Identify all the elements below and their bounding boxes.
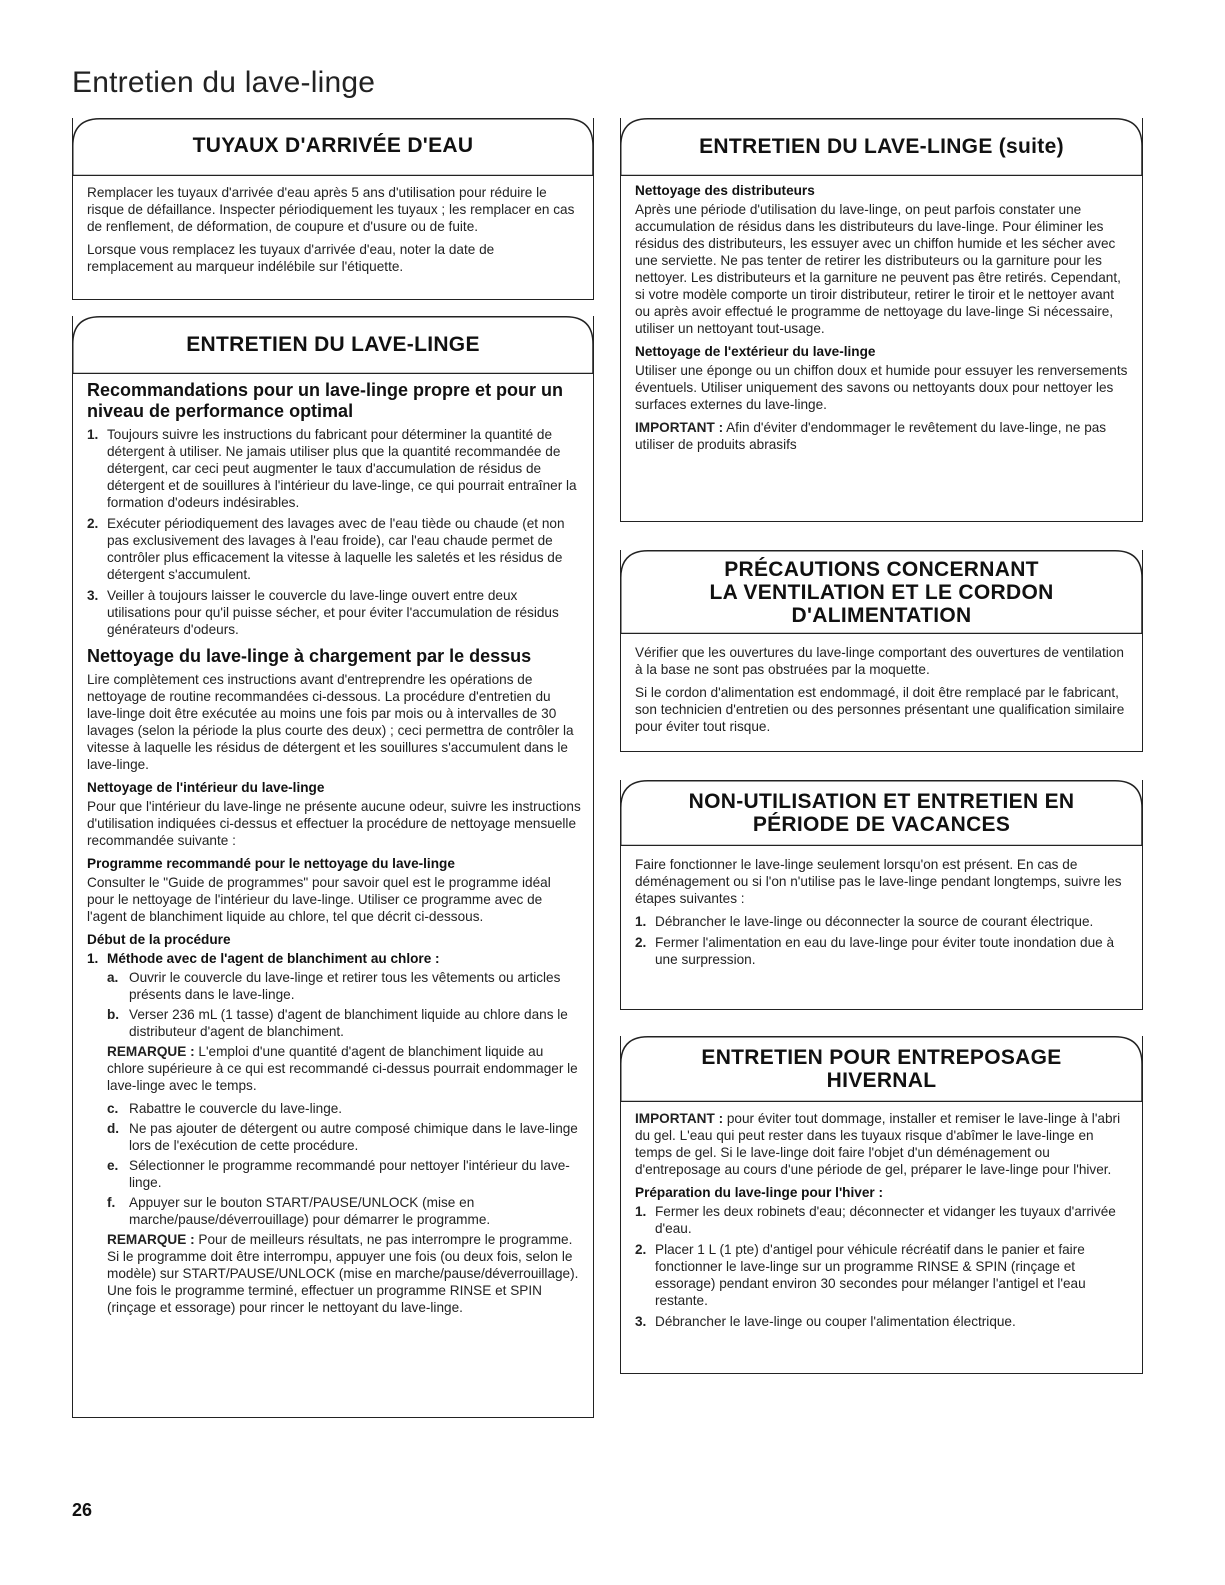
important-note: IMPORTANT : pour éviter tout dommage, installer et remiser le lave-linge à l'abri du gel. L'eau qui peut rester dans les tuyaux risque d'abîmer le lave-linge en temps de gel. Si le lave-linge doit faire l'objet d'un déménagement ou d'entreposage au cours d'une période de gel, préparer le lave-linge pour l'hiver. xyxy=(635,1111,1121,1177)
list-item: 3. Veiller à toujours laisser le couvercle du lave-linge ouvert entre deux utilisations pour qu'il puisse sécher, et pour éviter l'accumulation de résidus générateurs d'odeurs. xyxy=(87,588,559,637)
section-washer-care-cont xyxy=(620,118,1143,522)
list-item: a. Ouvrir le couvercle du lave-linge et retirer tous les vêtements ou articles présents dans le lave-linge. xyxy=(107,970,561,1002)
paragraph: Vérifier que les ouvertures du lave-linge comportant des ouvertures de ventilation à la base ne sont pas obstruées par la moquette. xyxy=(635,645,1124,677)
paragraph: Lire complètement ces instructions avant d'entreprendre les opérations de nettoyage de routine recommandées ci-dessous. La procédure d'entretien du lave-linge doit être exécutée au moins une fois par mois ou à intervalles de 30 lavages (selon la période la plus courte des deux) ; ceci permettra de contrôler la vitesse à laquelle les résidus de détergent et les souillures s'accumulent dans le lave-linge. xyxy=(87,672,574,772)
paragraph: Consulter le "Guide de programmes" pour savoir quel est le programme idéal pour le nettoyage de l'intérieur du lave-linge. Utiliser ce programme avec de l'agent de blanchiment liquide au chlore, tel que décrit ci-dessous. xyxy=(87,875,551,924)
steps-list xyxy=(107,1100,581,1228)
section-winter xyxy=(620,1036,1143,1374)
section-washer-care xyxy=(72,316,594,1418)
list-item: e. Sélectionner le programme recommandé pour nettoyer l'intérieur du lave-linge. xyxy=(107,1158,570,1190)
section-ventilation xyxy=(620,550,1143,752)
section-title: ENTRETIEN POUR ENTREPOSAGE HIVERNAL xyxy=(701,1046,1062,1092)
list-item: 2. Placer 1 L (1 pte) d'antigel pour véhicule récréatif dans le panier et faire fonctionner le lave-linge sur un programme RINSE & SPIN (rinçage et essorage) pendant environ 30 secondes pour mélanger l'antigel et l'eau restante. xyxy=(635,1242,1086,1308)
page-number: 26 xyxy=(72,1500,93,1520)
section-title: ENTRETIEN DU LAVE-LINGE (suite) xyxy=(699,135,1064,158)
list-item: c. Rabattre le couvercle du lave-linge. xyxy=(107,1101,343,1116)
list-item: 2. Exécuter périodiquement des lavages avec de l'eau tiède ou chaude (et non pas exclusivement des lavages à l'eau froide), car l'eau chaude permet de contrôler plus efficacement la vitesse à laquelle les saletés et les résidus de détergent s'accumulent. xyxy=(87,516,565,582)
section-title: TUYAUX D'ARRIVÉE D'EAU xyxy=(192,134,474,157)
section-title: NON-UTILISATION ET ENTRETIEN EN PÉRIODE DE VACANCES xyxy=(688,790,1075,836)
start-heading: Début de la procédure xyxy=(87,932,231,947)
section-vacation xyxy=(620,780,1143,1010)
list-item: 3. Débrancher le lave-linge ou couper l'alimentation électrique. xyxy=(635,1314,1016,1329)
section-title: ENTRETIEN DU LAVE-LINGE xyxy=(186,333,480,356)
section-title: PRÉCAUTIONS CONCERNANT LA VENTILATION ET LE CORDON D'ALIMENTATION xyxy=(709,558,1054,627)
section-water-hoses xyxy=(72,118,594,300)
steps-list xyxy=(107,969,581,1040)
interior-heading: Nettoyage de l'intérieur du lave-linge xyxy=(87,780,325,795)
paragraph: Lorsque vous remplacez les tuyaux d'arrivée d'eau, noter la date de remplacement au marqueur indélébile sur l'étiquette. xyxy=(87,242,495,274)
paragraph: Après une période d'utilisation du lave-linge, on peut parfois constater une accumulation de résidus dans les distributeurs du lave-linge. Pour éliminer les résidus des distributeurs, les essuyer avec un chiffon humide et les sécher avec une serviette. Ne pas tenter de retirer les distributeurs ou la garniture pour les nettoyer. Les distributeurs et la garniture ne peuvent pas être retirés. Cependant, si votre modèle comporte un tiroir distributeur, retirer le tiroir et le nettoyer avant ou après avoir effectué le programme de nettoyage du lave-linge Si nécessaire, utiliser un nettoyant tout-usage. xyxy=(635,202,1121,336)
list-item: 1. Débrancher le lave-linge ou déconnecter la source de courant électrique. xyxy=(635,914,1094,929)
important-note: IMPORTANT : Afin d'éviter d'endommager le revêtement du lave-linge, ne pas utiliser de produits abrasifs xyxy=(635,420,1107,452)
note: REMARQUE : Pour de meilleurs résultats, ne pas interrompre le programme. Si le programme doit être interrompu, appuyer une fois (ou deux fois, selon le modèle) sur START/PAUSE/UNLOCK (mise en marche/pause/déverrouillage). Une fois le programme terminé, effectuer un programme RINSE et SPIN (rinçage et essorage) pour rincer le nettoyant du lave-linge. xyxy=(107,1232,579,1315)
prep-heading: Préparation du lave-linge pour l'hiver : xyxy=(635,1185,883,1200)
reco-list xyxy=(87,426,581,638)
page-title: Entretien du lave-linge xyxy=(72,66,376,99)
method-block xyxy=(87,950,581,1316)
paragraph: Faire fonctionner le lave-linge seulement lorsqu'on est présent. En cas de déménagement ou si l'on n'utilise pas le lave-linge pendant longtemps, suivre les étapes suivantes : xyxy=(635,857,1122,906)
list-item: b. Verser 236 mL (1 tasse) d'agent de blanchiment liquide au chlore dans le distributeur d'agent de blanchiment. xyxy=(107,1007,568,1039)
dispensers-heading: Nettoyage des distributeurs xyxy=(635,183,815,198)
program-heading: Programme recommandé pour le nettoyage du lave-linge xyxy=(87,856,455,871)
list-item: 1. Fermer les deux robinets d'eau; déconnecter et vidanger les tuyaux d'arrivée d'eau. xyxy=(635,1204,1116,1236)
exterior-heading: Nettoyage de l'extérieur du lave-linge xyxy=(635,344,876,359)
note: REMARQUE : L'emploi d'une quantité d'agent de blanchiment liquide au chlore supérieure à ce qui est recommandé ci-dessus pourrait endommager le lave-linge avec le temps. xyxy=(107,1044,578,1093)
topload-heading: Nettoyage du lave-linge à chargement par le dessus xyxy=(87,646,532,666)
paragraph: Si le cordon d'alimentation est endommagé, il doit être remplacé par le fabricant, son technicien d'entretien ou des personnes présentant une qualification similaire pour éviter tout risque. xyxy=(635,685,1125,734)
vacation-list xyxy=(635,913,1130,968)
list-item: d. Ne pas ajouter de détergent ou autre composé chimique dans le lave-linge lors de l'exécution de cette procédure. xyxy=(107,1121,578,1153)
method-heading: Méthode avec de l'agent de blanchiment au chlore : xyxy=(107,951,440,966)
paragraph: Remplacer les tuyaux d'arrivée d'eau après 5 ans d'utilisation pour réduire le risque de défaillance. Inspecter périodiquement les tuyaux ; les remplacer en cas de renflement, de déformation, de coupure et d'usure ou de fuite. xyxy=(87,185,575,234)
list-item: f. Appuyer sur le bouton START/PAUSE/UNLOCK (mise en marche/pause/déverrouillage) pour démarrer le programme. xyxy=(107,1195,491,1227)
reco-heading: Recommandations pour un lave-linge propre et pour un niveau de performance optimal xyxy=(87,380,564,421)
winter-list xyxy=(635,1203,1130,1330)
paragraph: Pour que l'intérieur du lave-linge ne présente aucune odeur, suivre les instructions d'utilisation indiquées ci-dessus et effectuer la procédure de nettoyage mensuelle recommandée suivante : xyxy=(87,799,581,848)
method-number: 1. xyxy=(87,951,99,966)
list-item: 1. Toujours suivre les instructions du fabricant pour déterminer la quantité de détergent à utiliser. Ne jamais utiliser plus que la quantité recommandée de détergent, car ceci peut augmenter le taux d'accumulation de résidus de détergent et de souillures à l'intérieur du lave-linge, ce qui pourrait entraîner la formation d'odeurs indésirables. xyxy=(87,427,577,510)
paragraph: Utiliser une éponge ou un chiffon doux et humide pour essuyer les renversements éventuels. Utiliser uniquement des savons ou nettoyants doux pour nettoyer les surfaces externes du lave-linge. xyxy=(635,363,1128,412)
list-item: 2. Fermer l'alimentation en eau du lave-linge pour éviter toute inondation due à une surpression. xyxy=(635,935,1115,967)
